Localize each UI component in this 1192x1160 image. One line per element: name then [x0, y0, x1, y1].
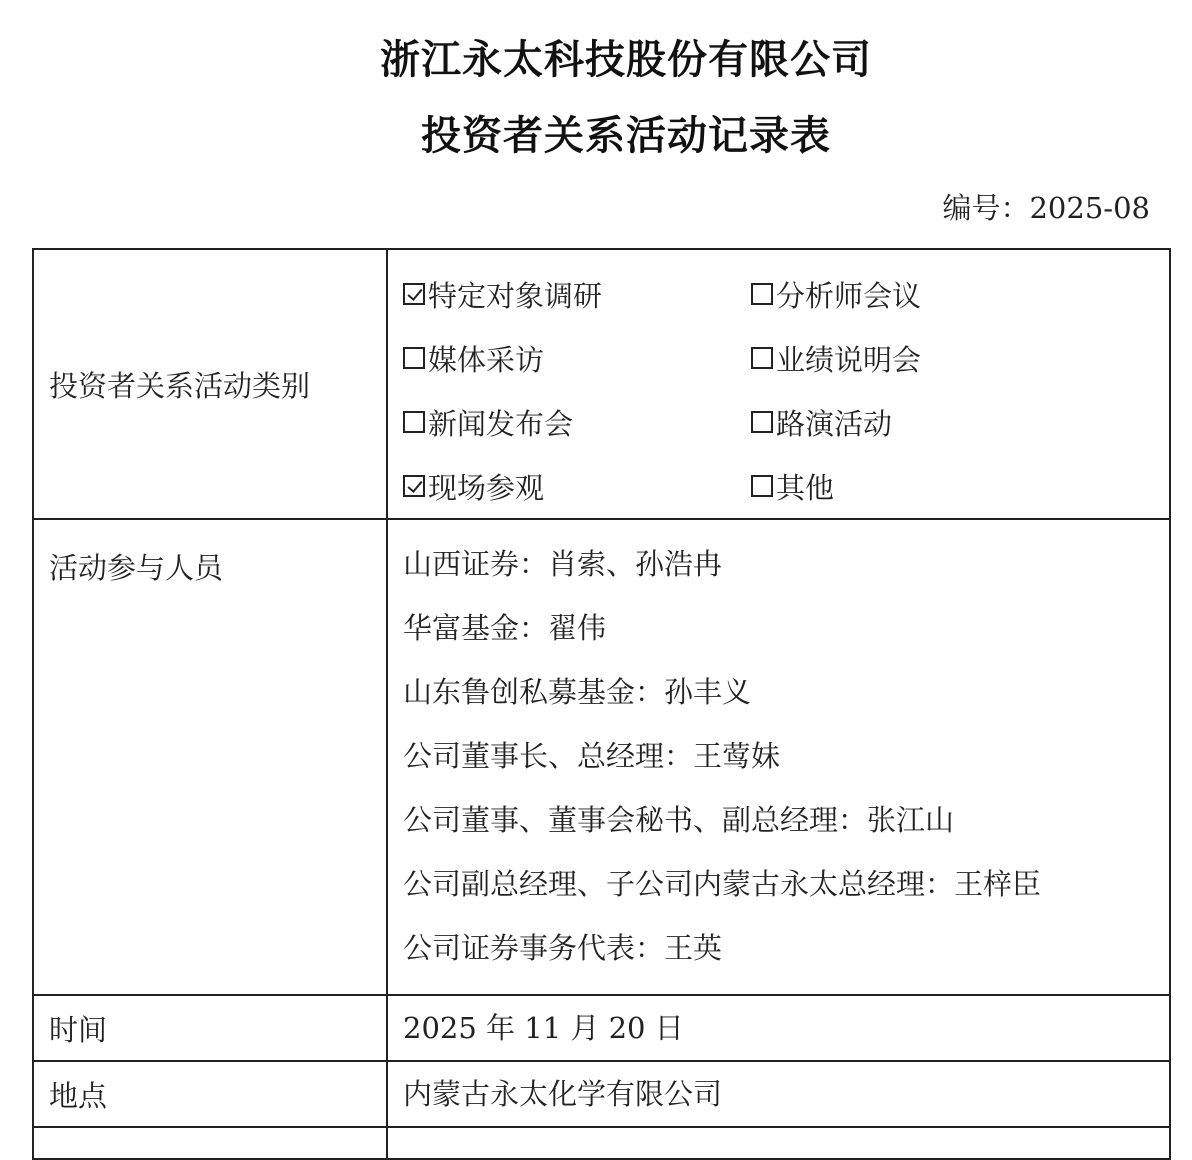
unchecked-box-icon[interactable]: [751, 411, 773, 433]
checkbox-label: 特定对象调研: [428, 278, 603, 313]
checkbox-label: 路演活动: [776, 406, 893, 441]
list-item: 公司董事长、总经理：王莺妹: [403, 739, 781, 773]
list-item: 山东鲁创私募基金：孙丰义: [403, 675, 752, 709]
table-row: [33, 519, 1170, 995]
checkbox-option[interactable]: [403, 390, 751, 454]
next-label-cell: [33, 1127, 387, 1159]
document-number: [942, 186, 1150, 227]
checkbox-option[interactable]: [751, 454, 1131, 518]
table-row: [33, 249, 1170, 519]
unchecked-box-icon[interactable]: [403, 347, 425, 369]
checkbox-option[interactable]: [403, 262, 751, 326]
unchecked-box-icon[interactable]: [751, 283, 773, 305]
checkbox-grid: [403, 250, 1169, 518]
company-name: 浙江永太科技股份有限公司: [380, 37, 872, 83]
list-item: 公司证券事务代表：王英: [403, 931, 723, 965]
unchecked-box-icon[interactable]: [403, 411, 425, 433]
activity-type-label: 投资者关系活动类别: [33, 249, 387, 519]
checkbox-option[interactable]: [403, 326, 751, 390]
time-value-cell: [387, 995, 1170, 1061]
record-table: [32, 248, 1171, 1160]
checkbox-option[interactable]: [751, 326, 1131, 390]
checkbox-option[interactable]: [751, 262, 1131, 326]
checked-box-icon[interactable]: [403, 283, 425, 305]
checkbox-option[interactable]: [751, 390, 1131, 454]
checkbox-option[interactable]: [403, 454, 751, 518]
unchecked-box-icon[interactable]: [751, 347, 773, 369]
checkbox-label: 业绩说明会: [776, 342, 922, 377]
activity-type-options: [387, 249, 1170, 519]
place-value: 内蒙古永太化学有限公司: [403, 1077, 723, 1111]
list-item: 公司副总经理、子公司内蒙古永太总经理：王梓臣: [403, 867, 1042, 901]
checkbox-label: 现场参观: [428, 470, 545, 505]
participants-label: 活动参与人员: [33, 519, 387, 995]
time-label: 时间: [33, 995, 387, 1061]
checkbox-label: 分析师会议: [776, 278, 922, 313]
list-item: 华富基金：翟伟: [403, 611, 607, 645]
participants-lines: [403, 520, 1169, 993]
checkbox-label: 其他: [776, 470, 835, 505]
list-item: 山西证券：肖索、孙浩冉: [403, 547, 723, 581]
checkbox-label: 媒体采访: [428, 342, 545, 377]
checked-box-icon[interactable]: [403, 475, 425, 497]
table-row: [33, 995, 1170, 1061]
unchecked-box-icon[interactable]: [751, 475, 773, 497]
time-value: 2025 年 11 月 20 日: [403, 1011, 684, 1045]
list-item: 公司董事、董事会秘书、副总经理：张江山: [403, 803, 955, 837]
document-number-text: 编号：2025-08: [942, 191, 1150, 225]
place-value-cell: [387, 1061, 1170, 1127]
checkbox-label: 新闻发布会: [428, 406, 574, 441]
table-row: [33, 1127, 1170, 1159]
form-title: 投资者关系活动记录表: [421, 113, 831, 159]
next-value-cell: [387, 1127, 1170, 1159]
table-row: [33, 1061, 1170, 1127]
place-label: 地点: [33, 1061, 387, 1127]
participants-list: [387, 519, 1170, 995]
